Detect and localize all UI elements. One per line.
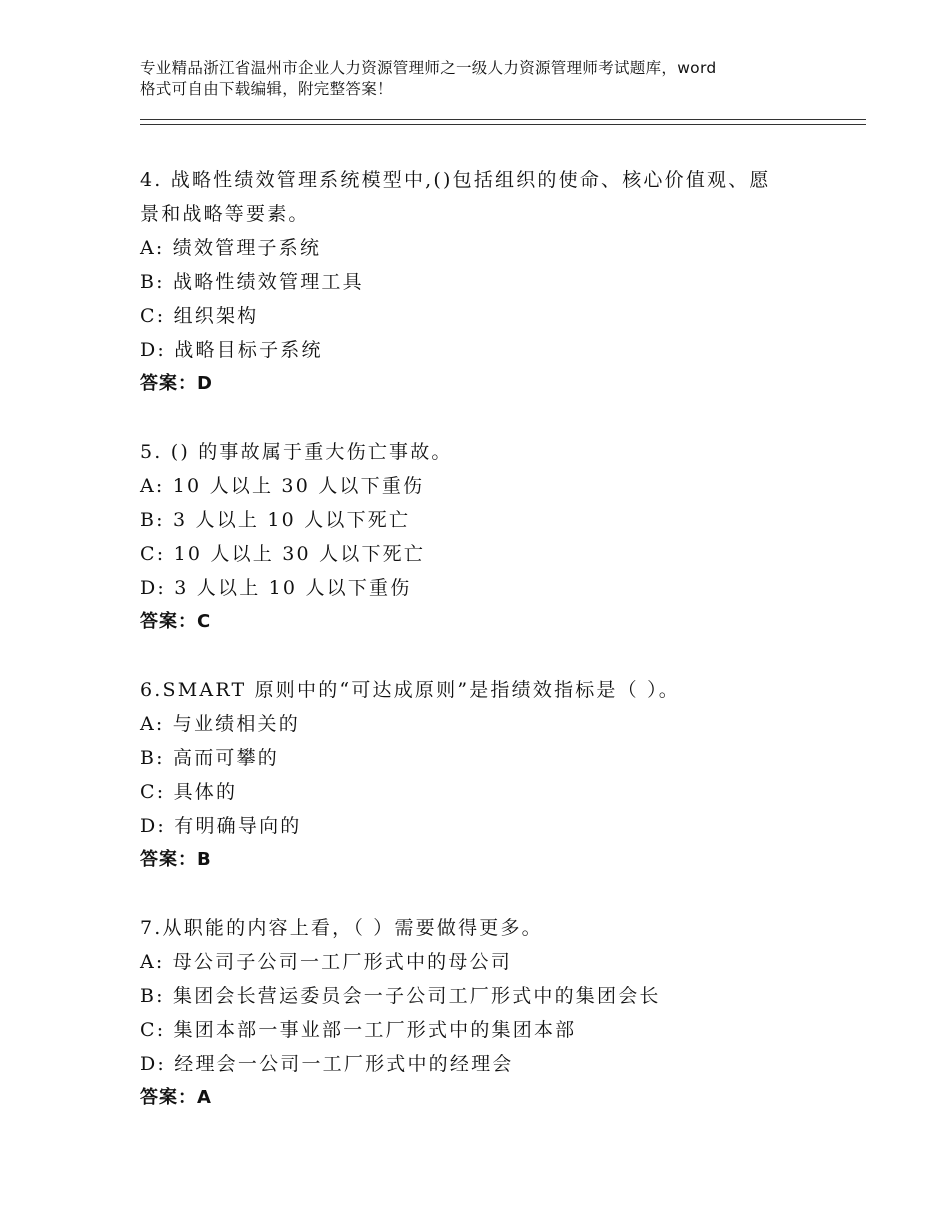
answer-label: 答案：D [140, 373, 213, 394]
question-5 [140, 435, 840, 639]
option-b: B: 高而可攀的 [140, 747, 280, 769]
option-c: C: 组织架构 [140, 305, 259, 327]
option-c: C: 10 人以上 30 人以下死亡 [140, 543, 426, 565]
option-a: A: 与业绩相关的 [140, 713, 300, 735]
header-line-2: 格式可自由下载编辑，附完整答案！ [140, 80, 393, 98]
option-c: C: 集团本部一事业部一工厂形式中的集团本部 [140, 1019, 577, 1041]
question-7 [140, 911, 840, 1115]
option-d: D: 有明确导向的 [140, 815, 302, 837]
option-d: D: 3 人以上 10 人以下重伤 [140, 577, 412, 599]
option-b: B: 集团会长营运委员会一子公司工厂形式中的集团会长 [140, 985, 661, 1007]
option-a: A: 母公司子公司一工厂形式中的母公司 [140, 951, 512, 973]
answer-label: 答案：B [140, 849, 212, 870]
header-line-1: 专业精品浙江省温州市企业人力资源管理师之一级人力资源管理师考试题库，word [140, 59, 717, 77]
option-a: A: 绩效管理子系统 [140, 237, 322, 259]
option-c: C: 具体的 [140, 781, 238, 803]
option-d: D: 战略目标子系统 [140, 339, 323, 361]
question-list [140, 163, 840, 1149]
question-stem: 6.SMART 原则中的“可达成原则”是指绩效指标是（ ）。 [140, 679, 680, 701]
option-b: B: 战略性绩效管理工具 [140, 271, 364, 293]
answer-label: 答案：A [140, 1087, 212, 1108]
question-6 [140, 673, 840, 877]
header-divider-top [140, 119, 866, 120]
question-stem: 5. () 的事故属于重大伤亡事故。 [140, 441, 453, 463]
document-header [140, 58, 840, 100]
answer-label: 答案：C [140, 611, 212, 632]
option-d: D: 经理会一公司一工厂形式中的经理会 [140, 1053, 514, 1075]
option-b: B: 3 人以上 10 人以下死亡 [140, 509, 411, 531]
question-stem: 7.从职能的内容上看，（ ）需要做得更多。 [140, 917, 543, 939]
option-a: A: 10 人以上 30 人以下重伤 [140, 475, 425, 497]
question-4 [140, 163, 840, 401]
question-stem: 4. 战略性绩效管理系统模型中,()包括组织的使命、核心价值观、愿 [140, 169, 771, 191]
question-stem-continued: 景和战略等要素。 [140, 203, 310, 225]
header-divider-bottom [140, 124, 866, 125]
